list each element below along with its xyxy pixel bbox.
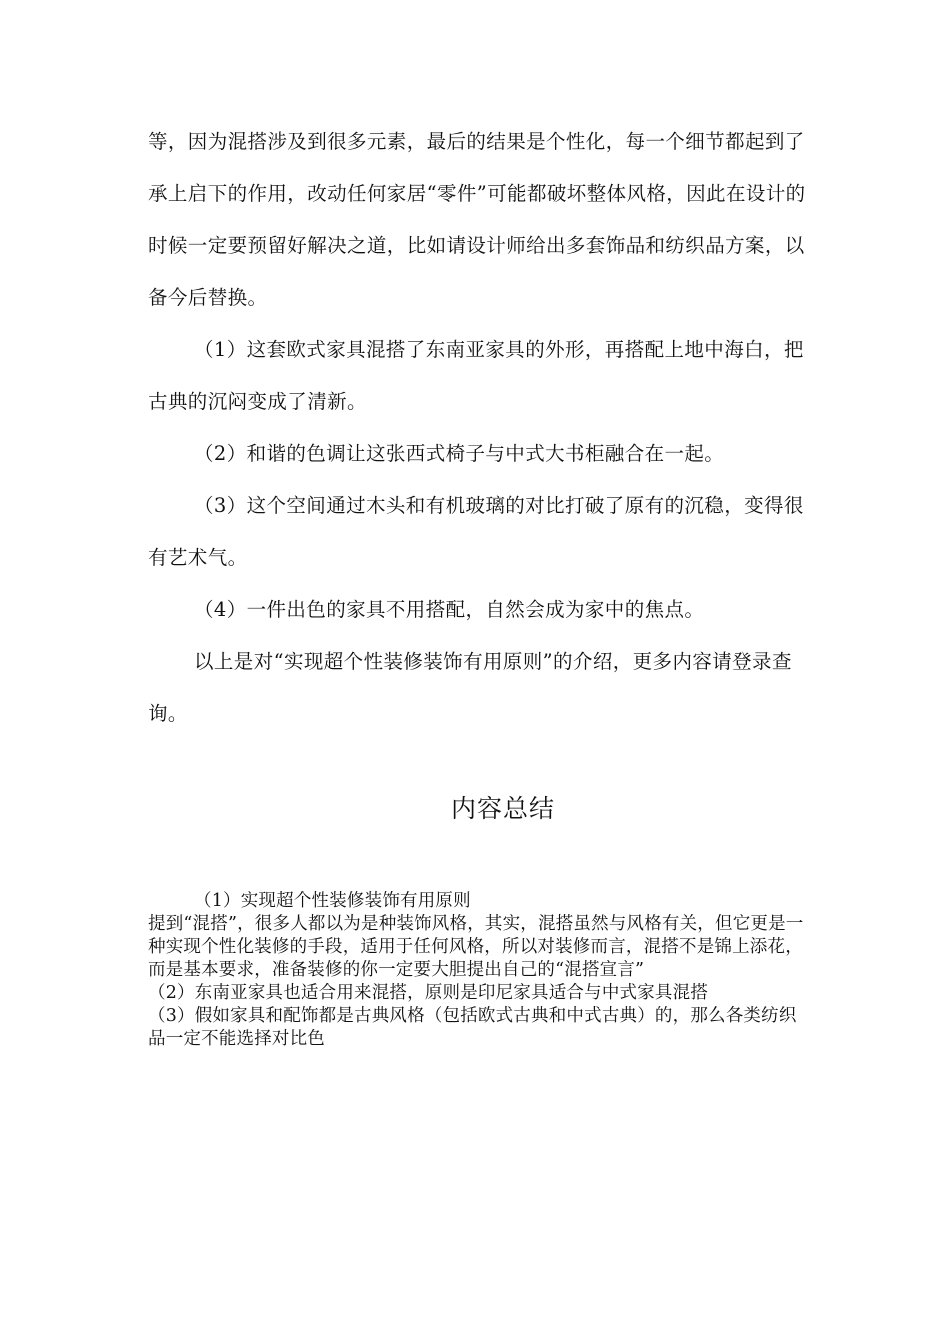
summary-line-3: （2）东南亚家具也适合用来混搭，原则是印尼家具适合与中式家具混搭 bbox=[148, 983, 709, 1003]
closing-paragraph: 以上是对“实现超个性装修装饰有用原则”的介绍，更多内容请登录查询。 bbox=[148, 650, 792, 725]
list-item-2: （2）和谐的色调让这张西式椅子与中式大书柜融合在一起。 bbox=[194, 442, 725, 465]
summary-title: 内容总结 bbox=[450, 794, 555, 823]
list-item-1: （1）这套欧式家具混搭了东南亚家具的外形，再搭配上地中海白，把古典的沉闷变成了清新。 bbox=[148, 338, 804, 413]
summary-section bbox=[148, 890, 808, 1051]
paragraph-continued: 等，因为混搭涉及到很多元素，最后的结果是个性化，每一个细节都起到了承上启下的作用，改动任何家居“零件”可能都破坏整体风格，因此在设计的时候一定要预留好解决之道，比如请设计师给出多套饰品和纺织品方案，以备今后替换。 bbox=[148, 130, 806, 309]
list-item-3: （3）这个空间通过木头和有机玻璃的对比打破了原有的沉稳，变得很有艺术气。 bbox=[148, 494, 804, 569]
summary-line-4: （3）假如家具和配饰都是古典风格（包括欧式古典和中式古典）的，那么各类纺织品一定不能选择对比色 bbox=[148, 1006, 797, 1049]
list-item-4: （4）一件出色的家具不用搭配，自然会成为家中的焦点。 bbox=[194, 598, 705, 621]
body-text bbox=[148, 116, 808, 740]
summary-line-2: 提到“混搭”，很多人都以为是种装饰风格，其实，混搭虽然与风格有关，但它更是一种实现个性化装修的手段，适用于任何风格，所以对装修而言，混搭不是锦上添花，而是基本要求，准备装修的你一定要大胆提出自己的“混搭宣言” bbox=[148, 914, 804, 980]
summary-line-1: （1）实现超个性装修装饰有用原则 bbox=[194, 891, 471, 911]
